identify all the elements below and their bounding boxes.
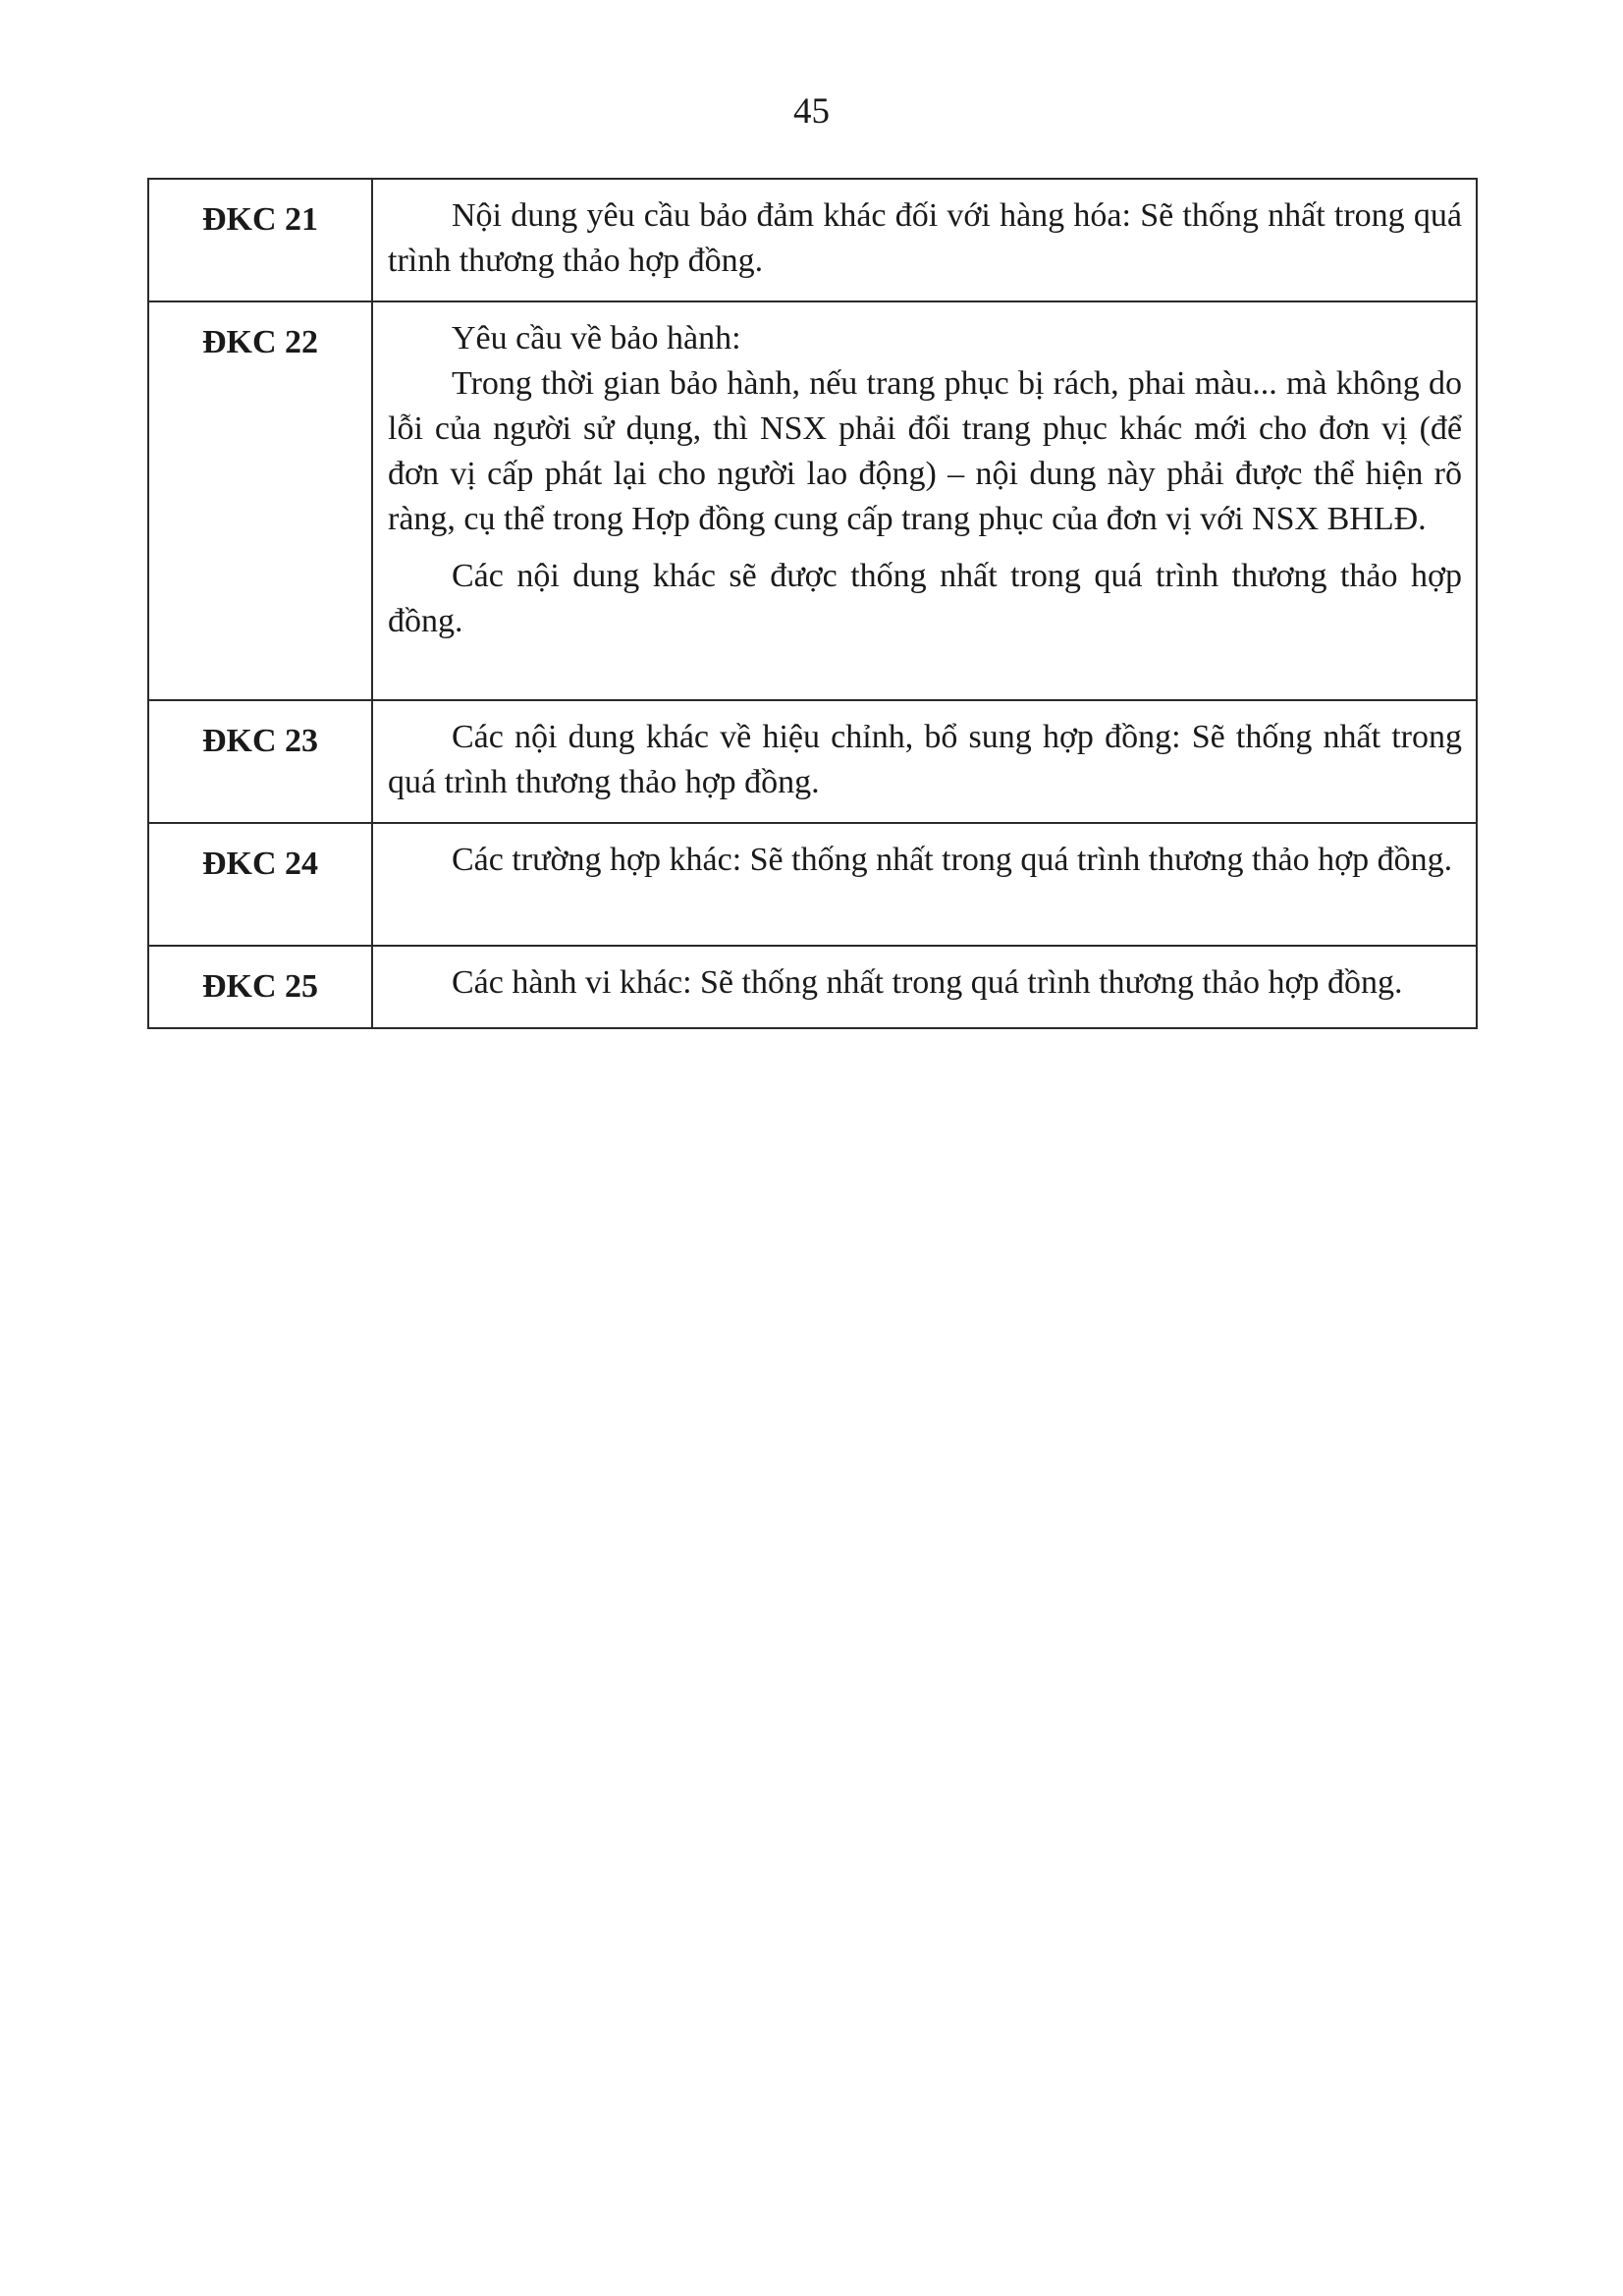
table-row-dkc-24 bbox=[148, 823, 1477, 946]
conditions-table bbox=[147, 178, 1478, 1029]
paragraph-warranty-heading: Yêu cầu về bảo hành: bbox=[452, 320, 741, 356]
row-content-dkc-21 bbox=[372, 179, 1477, 301]
row-content-dkc-25 bbox=[372, 946, 1477, 1028]
paragraph-goods-guarantee: Nội dung yêu cầu bảo đảm khác đối với hàng hóa: Sẽ thống nhất trong quá trình thương thảo hợp đồng. bbox=[388, 197, 1462, 279]
paragraph-other-acts: Các hành vi khác: Sẽ thống nhất trong quá trình thương thảo hợp đồng. bbox=[452, 964, 1403, 1001]
row-label-dkc-25: ĐKC 25 bbox=[148, 946, 372, 1028]
paragraph-contract-amendment: Các nội dung khác về hiệu chỉnh, bổ sung hợp đồng: Sẽ thống nhất trong quá trình thương thảo hợp đồng. bbox=[388, 719, 1462, 800]
table-row-dkc-25 bbox=[148, 946, 1477, 1028]
paragraph-warranty-terms: Trong thời gian bảo hành, nếu trang phục bị rách, phai màu... mà không do lỗi của người sử dụng, thì NSX phải đổi trang phục khác mới cho đơn vị (để đơn vị cấp phát lại cho người lao động) – nội dung này phải được thể hiện rõ ràng, cụ thể trong Hợp đồng cung cấp trang phục của đơn vị với NSX BHLĐ. bbox=[388, 365, 1462, 537]
row-label-dkc-21: ĐKC 21 bbox=[148, 179, 372, 301]
paragraph-other-contents: Các nội dung khác sẽ được thống nhất trong quá trình thương thảo hợp đồng. bbox=[388, 558, 1462, 639]
row-label-dkc-24: ĐKC 24 bbox=[148, 823, 372, 946]
table-row-dkc-21 bbox=[148, 179, 1477, 301]
paragraph-other-cases: Các trường hợp khác: Sẽ thống nhất trong quá trình thương thảo hợp đồng. bbox=[452, 842, 1453, 878]
row-content-dkc-24 bbox=[372, 823, 1477, 946]
row-label-dkc-22: ĐKC 22 bbox=[148, 301, 372, 700]
page-number: 45 bbox=[793, 91, 830, 132]
row-content-dkc-23 bbox=[372, 700, 1477, 823]
table-row-dkc-22 bbox=[148, 301, 1477, 700]
table-row-dkc-23 bbox=[148, 700, 1477, 823]
row-label-dkc-23: ĐKC 23 bbox=[148, 700, 372, 823]
row-content-dkc-22 bbox=[372, 301, 1477, 700]
